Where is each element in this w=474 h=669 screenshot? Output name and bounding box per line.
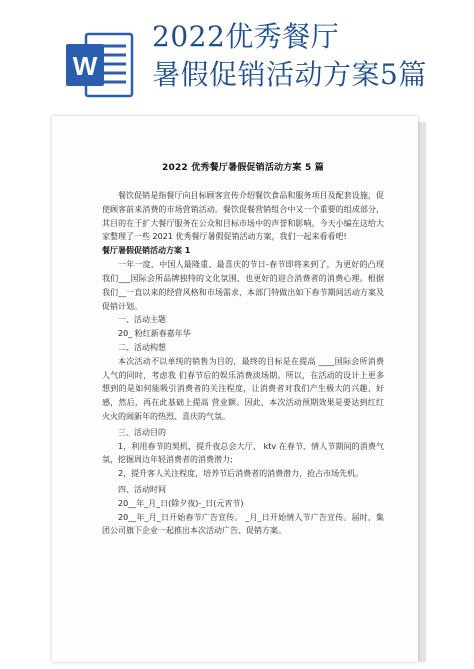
- paragraph: 2，提升客人关注程度，培养节后消费者的消费潜力，抢占市场先机。: [118, 469, 364, 479]
- paragraph: 一年一度，中国人最隆重、最喜庆的节日-春节即将来到了，为更好的凸现我们___国际会所品牌独特的文化氛围，也更好的迎合消费者的消费心理。根据我们__一直以来的经营风格和市场需求，本部门特做出如下春节期间活动方案及促销计划。: [102, 260, 384, 311]
- banner-title-line2: 暑假促销活动方案5篇: [152, 58, 427, 91]
- paragraph: 20_ 粉红新春嘉年华: [118, 329, 191, 339]
- document-title: 2022 优秀餐厅暑假促销活动方案 5 篇: [162, 163, 324, 173]
- banner-title: [152, 18, 427, 94]
- heading-activity-purpose: 三、活动目的: [118, 427, 166, 437]
- banner: [0, 0, 474, 112]
- heading-activity-theme: 一、活动主题: [118, 315, 166, 325]
- paragraph: 20__年_月_日(除夕夜)-_日(元宵节): [118, 498, 244, 508]
- word-document-icon: [64, 30, 136, 102]
- heading-activity-time: 四、活动时间: [118, 484, 166, 494]
- section-heading: 餐厅暑假促销活动方案 1: [102, 246, 191, 256]
- document-page: [52, 116, 418, 662]
- heading-activity-concept: 二、活动构想: [118, 342, 166, 352]
- word-icon-letter: W: [72, 51, 98, 81]
- intro-paragraph: 餐饮促销是指餐厅向目标顾客宣传介绍餐饮食品和服务项目及配套设施，促使顾客前来消费的市场营销活动。餐饮促餐营销组合中又一个重要的组成部分，其目的在于扩大餐厅服务在公众和目标市场中的声誉和影响。今天小编在这给大家整理了一些 2021 优秀餐厅暑假促销活动方案，我们一起来看看吧!: [102, 191, 384, 242]
- paragraph: 20__年_月_日开始春节广告宣传。 _月_日开始情人节广告宣传。届时，集团公司旗下企业一起推出本次活动广告、促销方案。: [102, 512, 384, 536]
- paragraph: 本次活动不以单纯的销售为目的，最终的目标是在提高 ____国际会所消费人气的同时，考虑我 们春节后的娱乐消费淡场期。所以，在活动的设计上更多想到的是如何能吸引消费者的关注程度，让消费者对我们产生极大的兴趣、好感，然后，再在此基础上提高 营业额。因此，本次活动预期效果是要达到红红火火的闹新年的热烈、喜庆的气氛。: [102, 356, 384, 421]
- paragraph: 1，利用春节的契机，提升夜总会大厅、 ktv 在春节、情人节期间的消费气氛，挖掘周边年轻消费者的消费潜力;: [102, 441, 384, 465]
- banner-title-line1: 2022优秀餐厅: [152, 20, 340, 53]
